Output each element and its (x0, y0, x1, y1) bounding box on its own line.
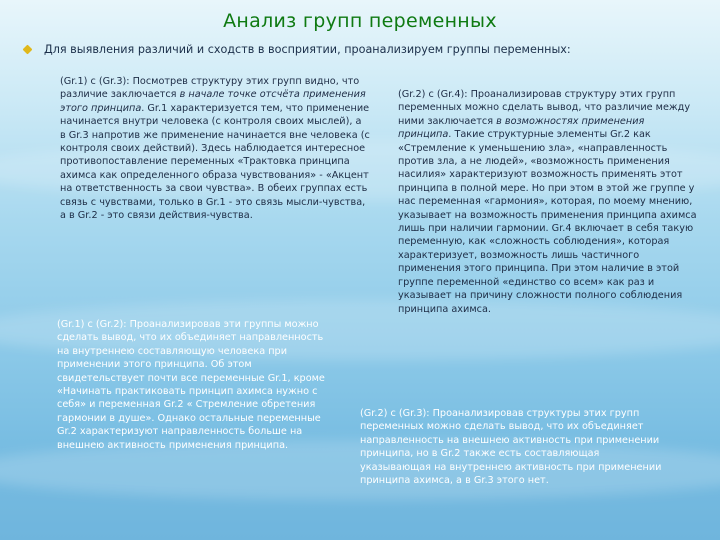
analysis-gr2-gr4 (398, 88, 698, 316)
analysis-text: (Gr.2) с (Gr.3): Проанализировав структуры этих групп переменных можно сделать вывод, что их объединяет направленность на внешнею активность при применении принципа, но в Gr.2 также есть составляющая указывающая на внутреннею активность при применении принципа ахимса, а в Gr.3 этого нет. (360, 408, 662, 487)
intro-text: Для выявления различий и сходств в восприятии, проанализируем группы переменных: (44, 43, 571, 56)
analysis-emphasis: в возможностях применения принципа (398, 115, 645, 141)
intro-bullet (30, 42, 700, 58)
analysis-gr1-gr2 (57, 318, 327, 452)
analysis-text: . Gr.1 характеризуется тем, что применение начинается внутри человека (с контроля своих мыслей), а в Gr.3 напротив же применение начинается вне человека (с контроля своих действий). Здесь наблюдается интересное противопоставление переменных «Трактовка принципа ахимса как определенного образа чувствования» - «Акцент на ответственность за свои чувства». В обеих группах есть связь с чувствами, только в Gr.1 - это связь мысли-чувства, а в Gr.2 - это связи действия-чувства. (60, 102, 370, 222)
analysis-text: . Такие структурные элементы Gr.2 как «Стремление к уменьшению зла», «направленность против зла, а не людей», «возможность применения насилия» характеризуют возможность применять этот принципа в полной мере. Но при этом в этой же группе у нас переменная «гармония», которая, по моему мнению, указывает на возможность применения принципа ахимса лишь при наличии гармонии. Gr.4 включает в себя такую переменную, как «сложность соблюдения», которая характеризует, возможность лишь частичного применения этого принципа. При этом наличие в этой группе переменной «единство со всем» как раз и указывает на причину сложности полного соблюдения принципа ахимса. (398, 129, 697, 315)
slide-title: Анализ групп переменных (223, 10, 497, 32)
analysis-text: (Gr.2) с (Gr.4): Проанализировав структуру этих групп переменных можно сделать вывод, что различие между ними заключается (398, 89, 691, 127)
analysis-gr1-gr3 (60, 75, 370, 222)
analysis-emphasis: в начале точке отсчёта применения этого принципа (60, 89, 366, 114)
analysis-text: (Gr.1) с (Gr.3): Посмотрев структуру этих групп видно, что различие заключается (60, 76, 360, 101)
analysis-text: (Gr.1) с (Gr.2): Проанализировав эти группы можно сделать вывод, что их объединяет направленность на внутреннею составляющую человека при применении этого принципа. Об этом свидетельствует почти все переменные Gr.1, кроме «Начинать практиковать принцип ахимса нужно с себя» и переменная Gr.2 « Стремление обретения гармонии в душе». Однако остальные переменные Gr.2 характеризуют направленность больше на внешнею активность применения принципа. (57, 319, 325, 451)
analysis-gr2-gr3 (360, 407, 665, 487)
